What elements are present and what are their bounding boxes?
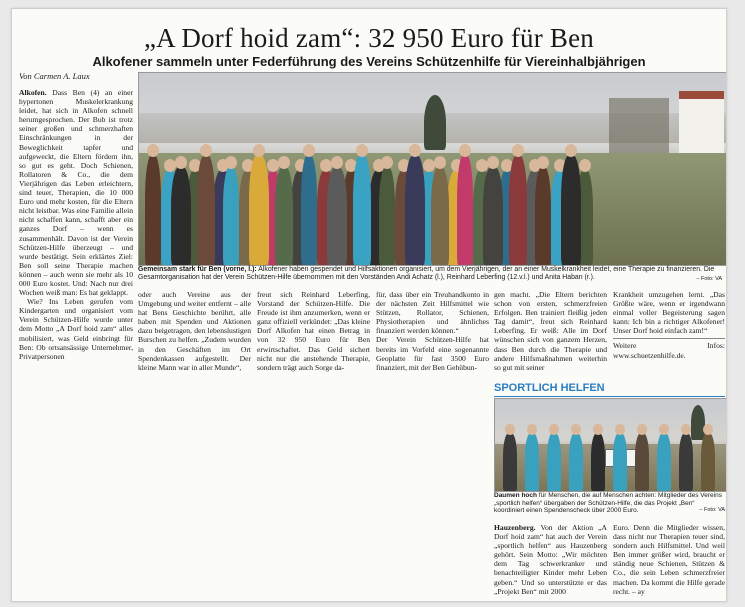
headline: „A Dorf hoid zam“: 32 950 Euro für Ben (144, 23, 594, 53)
person-figure (405, 155, 425, 265)
article-text-1: Dass Ben (4) an einer hypertonen Muskelerkrankung leidet, hat sich in Alkofen schnell herumgesprochen. Der Bub ist trotz seiner großen und schmerzhaften Einschränkungen in der Beweglichkeit tapfer und aufgeweckt, die Eltern fördern ihn, so gut es geht. Doch Schienen, Rollatoren & Co., die dem Vierjährigen das Leben erleichtern, sind teuer, Therapien, die 10 000 Euro und mehr kosten, für die Eltern nicht leistbar. Was eine Familie allein nicht schaffen kann, schafft aber ein ganzes Dorf – wenn es zusammenhält. Davon ist der Verein Schützen-Hilfe überzeugt – und wurde bestätigt. Sein erklärtes Ziel: Ben soll seine Therapie machen können – auch wenn sie mehr als 10 000 Euro kostet. Und: Nach nur drei Wochen weiß man: Es hat geklappt. (19, 88, 133, 298)
person-figure (145, 155, 161, 265)
person-figure (701, 433, 715, 491)
article-column-2: oder auch Vereine aus der Umgebung und weiter entfernt – alle hat Bens Geschichte berührt, alle haben mit Spenden und Aktionen dazu beigetragen, den lebenslustigen Burschen zu helfen. „Zudem wurden in den Geschäften im Ort Spendenkassen aufgestellt. Der kleine Mann war in aller Munde“, (138, 290, 251, 372)
person-head (593, 424, 603, 435)
person-head (537, 156, 549, 169)
person-head (527, 424, 537, 435)
person-figure (353, 155, 371, 265)
photo-credit: – Foto: VA (696, 276, 722, 282)
person-head (147, 144, 159, 157)
person-head (278, 156, 290, 169)
person-figure (483, 167, 503, 265)
person-figure (547, 433, 561, 491)
person-head (175, 156, 187, 169)
subheadline: Alkofener sammeln unter Federführung des Vereins Schützenhilfe für Viereinhalbjährigen (92, 54, 646, 69)
sidebar-title: SPORTLICH HELFEN (494, 382, 725, 397)
person-figure (569, 433, 583, 491)
person-head (565, 144, 577, 157)
person-head (681, 424, 691, 435)
person-head (512, 144, 524, 157)
newspaper-page (11, 8, 727, 602)
person-figure (457, 155, 473, 265)
person-figure (301, 155, 317, 265)
article-column-6 (613, 290, 725, 360)
sidebar-caption-lead: Daumen hoch (494, 492, 537, 499)
person-head (579, 159, 591, 172)
person-head (571, 424, 581, 435)
person-figure (591, 433, 605, 491)
person-head (356, 144, 368, 157)
person-figure (503, 433, 517, 491)
article-column-3: freut sich Reinhard Leberfing, Vorstand der Schützen-Hilfe. Die Freude ist ihm anzumerken, wenn er ganz offiziell verkündet: „Das kleine Dorf Alkofen hat einen Betrag in von 32 950 Euro für Ben erwirtschaftet. Das Geld sichert nicht nur die anstehende Therapie, sondern trägt auch Sorge da- (257, 290, 370, 372)
person-figure (431, 167, 449, 265)
person-head (381, 156, 393, 169)
article-column-1 (19, 88, 133, 361)
person-figure (679, 433, 693, 491)
article-column-4: für, dass über ein Treuhandkonto in der nächsten Zeit Hilfsmittel wie Stützen, Rollator, Schienen, Physiotherapien und ähnliches finanziert werden können.“ Der Verein Schützen-Hilfe hat bereits im Vorfeld eine sogenannte Geoplatte für fast 3500 Euro finanziert, mit der Ben Gehübun- (376, 290, 489, 372)
sidebar-dateline: Hauzenberg. (494, 523, 536, 532)
sidebar-column-2: Euro. Denn die Mitglieder wissen, dass nicht nur Therapien teuer sind, sondern auch Hilfsmittel. Und weil Ben immer größer wird, braucht er ständig neue Schienen, Stützen & Co., die sein Leben schmerzfreier machen. Da kommt die Hilfe gerade recht. – ay (613, 523, 725, 596)
person-head (659, 424, 669, 435)
person-head (637, 424, 647, 435)
caption-lead: Gemeinsam stark für Ben (vorne, l.): (138, 266, 257, 273)
info-link[interactable]: Weitere Infos: www.schuetzenhilfe.de. (613, 338, 725, 359)
person-figure (275, 167, 293, 265)
person-figure (525, 433, 539, 491)
person-figure (561, 155, 581, 265)
caption-text: Alkofener haben gespendet und Hilfsaktionen organisiert, um dem Vierjährigen, der an einer Muskelkrankheit leidet, eine Therapie zu finanzieren. Die Gesamtorganisation hat der Verein Schützen-Hilfe übernommen mit den Vorständen Andi Achatz (l.), Reinhard Leberfing (12.v.l.) und Anita Haban (r.). (138, 266, 715, 281)
article-column-5: gen macht. „Die Eltern berichten schon von ersten, schmerzfreien Erfolgen. Ben trainiert fleißig jeden Tag damit“, freut sich Reinhard Leberfing. Er weiß: Alle im Dorf wünschen sich von ganzem Herzen, dass Ben durch die Therapie und andere Hilfsmaßnahmen weiterhin so gut mit seiner (494, 290, 607, 372)
person-head (703, 424, 713, 435)
sidebar-photo (494, 398, 727, 492)
dateline: Alkofen. (19, 88, 47, 97)
article-text-6: Krankheit umzugehen lernt. „Das Größte wäre, wenn er irgendwann einmal voller Begeisterung sagen kann: Ich bin a richtiger Alkofener! Unser Dorf hoid einfach zam!“ (613, 290, 725, 336)
person-figure (171, 167, 191, 265)
person-figure (327, 167, 347, 265)
person-figure (657, 433, 671, 491)
person-figure (535, 167, 551, 265)
person-figure (197, 155, 215, 265)
article-text-1b: Wie? Ins Leben gerufen vom Kindergarten und organisiert vom Verein Schützen-Hilfe wurde unter dem Motto „A Dorf hoid zam“ alles mobilisiert, was Geld einbringt für Ben: Ob ortsansässige Unternehmer, Privatpersonen (19, 297, 133, 361)
photo-caption (138, 266, 725, 282)
person-head (409, 144, 421, 157)
person-head (331, 156, 343, 169)
sidebar-text-a: Von der Aktion „A Dorf hoid zam“ hat auch der Verein „sportlich helfen“ aus Hauzenberg gehört. Sein Motto: „Wir möchten dem Tag schwerkranker und benachteiligter Kinder mehr Leben geben.“ Und so unterstützte er das „Projekt Ben“ mit 2000 (494, 523, 607, 596)
sidebar-photo-credit: – Foto: VA (699, 507, 725, 514)
person-head (303, 144, 315, 157)
person-figure (223, 167, 239, 265)
person-head (253, 144, 265, 157)
person-head (615, 424, 625, 435)
person-figure (613, 433, 627, 491)
sidebar-column-1 (494, 523, 607, 596)
sidebar-caption-text: für Menschen, die auf Menschen achten: Mitglieder des Vereins „sportlich helfen“ übergaben der Schützen-Hilfe, die das Projekt „Ben“ koordiniert einen Spendenscheck über 2000 Euro. (494, 492, 722, 515)
person-head (225, 156, 237, 169)
person-head (434, 156, 446, 169)
person-figure (379, 167, 395, 265)
tree-icon (424, 95, 446, 150)
sidebar-caption (494, 492, 725, 515)
person-head (549, 424, 559, 435)
person-figure (509, 155, 527, 265)
group-photo (138, 72, 727, 266)
person-head (200, 144, 212, 157)
person-figure (249, 155, 269, 265)
person-head (459, 144, 471, 157)
person-figure (635, 433, 649, 491)
person-head (505, 424, 515, 435)
byline: Von Carmen A. Laux (19, 71, 90, 81)
person-head (487, 156, 499, 169)
tree-icon (691, 405, 705, 440)
